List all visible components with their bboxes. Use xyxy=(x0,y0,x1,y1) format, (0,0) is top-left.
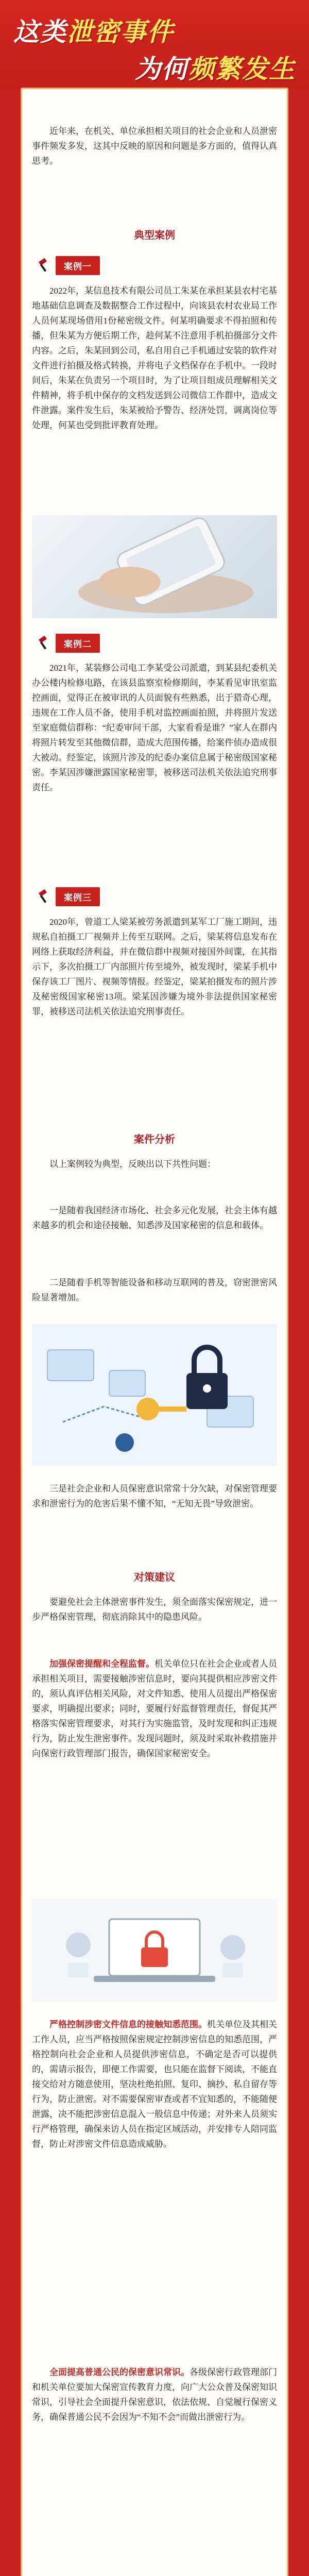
case-badge-2: 案例二 xyxy=(56,634,100,653)
case-badge-1: 案例一 xyxy=(56,256,100,275)
advice-point-2-body: 机关单位及其相关工作人员，应当严格按照保密规定控制涉密信息的知悉范围，严格控制向社会企业和人员提供涉密信息，不确定是否可以提供的，需请示报告，即便工作需要，也只能在监督下阅读，不能直接交给对方随意使用，坚决杜绝拍照、复印、摘抄、私自留存等行为，防止泄密。对不需要保密审查或者不宜知悉的，不能随便泄露，决不能把涉密信息混入一般信息中传递；对外来人员须实行严格管理，确保来访人员在指定区域活动，并安排专人陪同监督，防止对涉密文件信息造成威胁。 xyxy=(32,2020,277,2149)
network-security-illustration xyxy=(32,1324,277,1466)
gavel-icon xyxy=(37,258,53,273)
advice-point-1-body: 机关单位只在社会企业或者人员承担相关项目，需要接触涉密信息时，要向其提供相应涉密文件的，须认真评估相关风险，对文件知悉、使用人员提出严格保密要求，明确提出要求；同时，要履行好监督管理责任，督促其严格落实保密管理要求，对其行为实施监管，及时发现和纠正违规行为，防止发生泄密事件。发现问题时，须及时采取补救措施并向保密行政管理部门报告，确保国家秘密安全。 xyxy=(32,1659,277,1758)
analysis-point-3: 三是社会企业和人员保密意识常常十分欠缺，对保密管理要求和泄密行为的危害后果不懂不知，“无知无畏”导致泄密。 xyxy=(32,1484,277,1509)
case-badge-3: 案例三 xyxy=(56,887,100,906)
analysis-intro: 以上案例较为典型，反映出以下共性问题： xyxy=(49,1159,216,1169)
phone-photo xyxy=(32,515,277,618)
advice-title: 对策建议 xyxy=(134,1572,175,1583)
intro-paragraph: 近年来，在机关、单位承担相关项目的社会企业和人员泄密事件频发多发，这其中反映的原因和问题是多方面的，值得认真思考。 xyxy=(32,126,277,166)
article-card xyxy=(21,88,288,2576)
laptop-lock-icon xyxy=(32,1899,277,2002)
advice-point-1-heading: 加强保密提醒和全程监督。 xyxy=(49,1659,154,1669)
advice-intro: 要避免社会主体泄密事件发生，须全面落实保密规定，进一步严格保密管理，彻底消除其中的隐患风险。 xyxy=(32,1597,277,1622)
gavel-icon xyxy=(37,889,53,904)
case-tag-1 xyxy=(37,255,119,276)
typical-cases-title: 典型案例 xyxy=(134,230,175,241)
analysis-title: 案件分析 xyxy=(134,1134,175,1145)
case-text-1: 2022年，某信息技术有限公司员工朱某在承担某县农村宅基地基础信息调查及数据整合工作过程中，向该县农村农业局工作人员何某现场借用1份秘密级文件。何某明确要求不得拍照和传播，但朱某为方便后期工作，趁何某不注意用手机拍摄部分文件内容。之后，朱某回到公司，私自用自己手机通过安装的软件对文件进行拍摄及格式转换，并将电子文档保存在手机中。一段时间后，朱某在负责另一个项目时，为了让项目组成员理解相关文件精神，将手机中保存的文档发送到公司微信工作群中，造成文件泄露。案件发生后，朱某被给予警告、经济处罚，调离岗位等处理，何某也受到批评教育处理。 xyxy=(32,286,277,430)
header-banner xyxy=(0,0,309,88)
advice-point-3-heading: 全面提高普通公民的保密意识常识。 xyxy=(49,2367,190,2377)
advice-point-1 xyxy=(32,1656,277,1761)
case-tag-3 xyxy=(37,886,119,907)
gavel-icon xyxy=(37,635,53,651)
title-line-1: 这类泄密事件 xyxy=(13,17,174,47)
case-text-3: 2020年，曾道工人梁某被劳务派遣到某军工厂施工期间，违规私自拍摄工厂视频并上传至互联网。之后，梁某将信息发布在网络上获取经济利益，并在微信群中视频对接国外间谍，在其指示下，多次拍摄工厂内部照片传至境外，被发现时，梁某手机中保存该工厂图片、视频等情报。经鉴定，梁某拍摄发布的照片涉及秘密级国家秘密13项。梁某因涉嫌为境外非法提供国家秘密罪，被移送司法机关依法追究刑事责任。 xyxy=(32,917,277,1016)
advice-point-3-body: 各级保密行政管理部门和机关单位要加大保密宣传教育力度，向广大公众普及保密知识常识，引导社会全面提升保密意识，依法依规、自觉履行保密义务，确保普通公民不会因为“不知不会”而做出泄密行为。 xyxy=(32,2367,277,2422)
analysis-point-1: 一是随着我国经济市场化、社会多元化发展，社会主体有越来越多的机会和途径接触、知悉涉及国家秘密的信息和载体。 xyxy=(32,1206,277,1230)
analysis-point-2: 二是随着手机等智能设备和移动互联网的普及，窃密泄密风险显著增加。 xyxy=(32,1278,277,1302)
case-text-2: 2021年，某装修公司电工李某受公司派遣，到某县纪委机关办公楼内检修电路，在该县监察室检修期间，李某看见审讯室监控画面，觉得正在被审讯的人员面貌有些熟悉，出于猎奇心理，违规在工作人员不备，使用手机对监控画面拍照，并将照片发送至家庭微信群称：“纪委审问干部，大家看看是谁？”家人在群内将照片转发至其他微信群，造成大范围传播，给案件侦办造成很大被动。经鉴定，该照片涉及的纪委办案信息属于秘密级国家秘密。李某因涉嫌泄露国家秘密罪，被移送司法机关依法追究刑事责任。 xyxy=(32,663,277,792)
phone-in-hand-icon xyxy=(32,515,277,618)
laptop-security-illustration xyxy=(32,1899,277,2002)
case-tag-2 xyxy=(37,633,119,653)
advice-point-2 xyxy=(32,2017,277,2151)
advice-point-2-heading: 严格控制涉密文件信息的接触知悉范围。 xyxy=(49,2020,207,2029)
advice-point-3 xyxy=(32,2365,277,2425)
title-line-2: 为何频繁发生 xyxy=(135,54,296,84)
padlock-network-icon xyxy=(32,1324,277,1466)
